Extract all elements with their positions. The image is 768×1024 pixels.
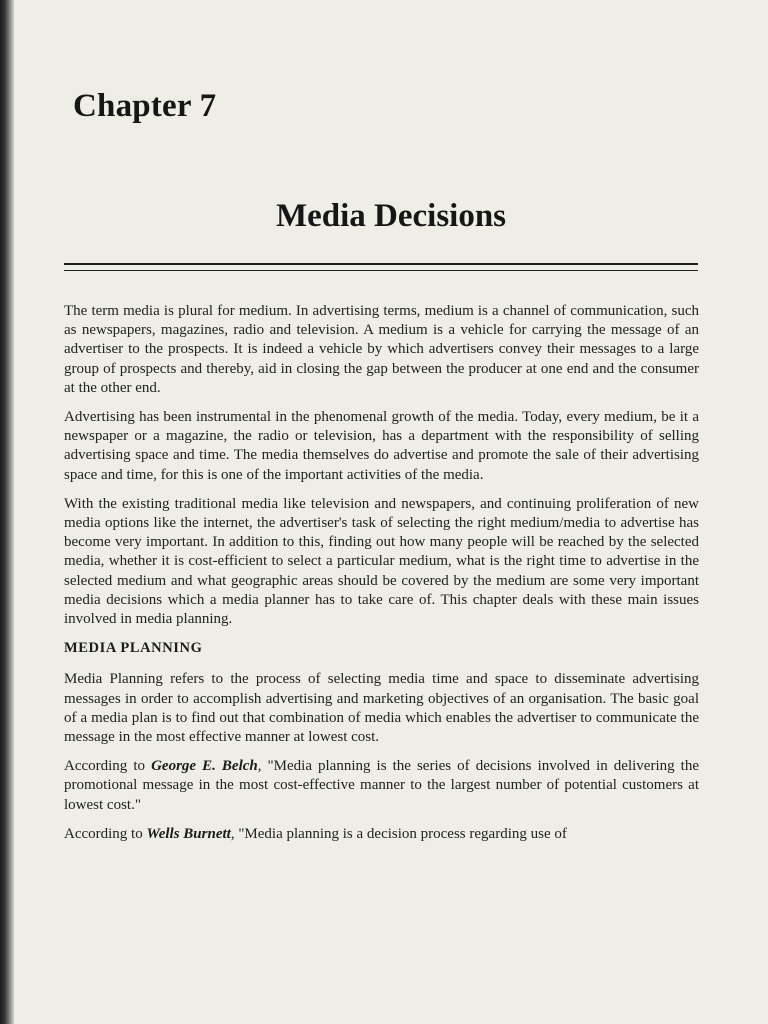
quote-text-belch: , "Media planning is the series of decisions involved in delivering the promotional message in the most cost-effective manner to the largest number of potential customers at lowest cost." [64, 758, 699, 813]
paragraph-belch-quote [64, 757, 699, 815]
title-rule-thin [64, 270, 698, 271]
title-rule-thick [64, 263, 698, 265]
quote-prefix: According to [64, 825, 147, 842]
paragraph-media-planning-intro: Media Planning refers to the process of selecting media time and space to disseminate advertising messages in order to accomplish advertising and marketing objectives of an organisation. The basic goal of a media plan is to find out that combination of media which enables the advertiser to communicate the message in the most effective manner at lowest cost. [64, 671, 699, 746]
quote-prefix: According to [64, 758, 152, 775]
quote-text-burnett: , "Media planning is a decision process regarding use of [230, 825, 567, 842]
chapter-body [64, 302, 699, 854]
chapter-number: Chapter 7 [73, 88, 217, 124]
paragraph-media-definition: The term media is plural for medium. In advertising terms, medium is a channel of communication, such as newspapers, magazines, radio and television. A medium is a vehicle for carrying the message of an advertiser to the prospects. It is indeed a vehicle by which advertisers convey their messages to a large group of prospects and thereby, aid in closing the gap between the producer at one end and the consumer at the other end. [64, 303, 699, 396]
paragraph-media-selection: With the existing traditional media like television and newspapers, and continuing proliferation of new media options like the internet, the advertiser's task of selecting the right medium/media to advertise has become very important. In addition to this, finding out how many people will be reached by the selected media, whether it is cost-efficient to select a particular medium, what is the right time to advertise in the selected medium and what geographic areas should be covered by the medium are some very important media decisions which a media planner has to take care of. This chapter deals with these main issues involved in media planning. [64, 495, 699, 628]
section-heading-media-planning: MEDIA PLANNING [64, 640, 203, 657]
paragraph-media-growth: Advertising has been instrumental in the phenomenal growth of the media. Today, every medium, be it a newspaper or a magazine, the radio or television, has a department with the responsibility of selling advertising space and time. The media themselves do advertise and promote the sale of their advertising space and time, for this is one of the important activities of the media. [64, 409, 699, 483]
quote-author-belch: George E. Belch [151, 758, 258, 775]
book-spine-shadow [0, 0, 14, 1024]
chapter-title: Media Decisions [275, 198, 507, 234]
paragraph-burnett-quote [64, 825, 699, 844]
quote-author-burnett: Wells Burnett [146, 825, 231, 842]
